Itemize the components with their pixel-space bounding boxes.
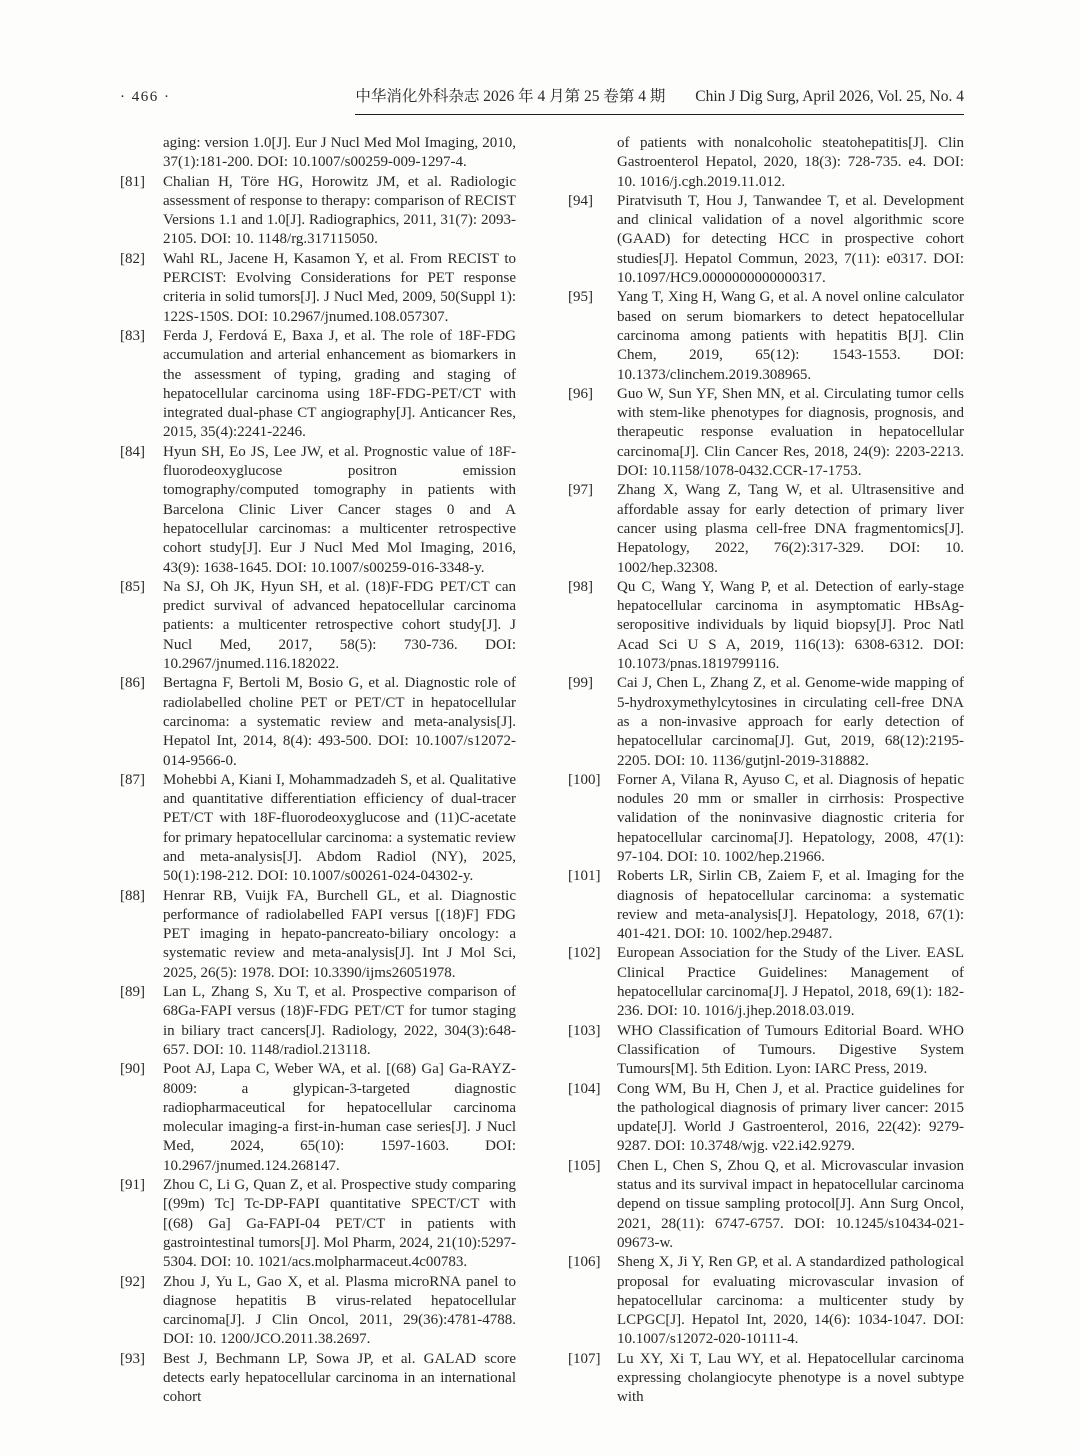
reference-number: [102] (568, 945, 601, 962)
references-right-column (568, 134, 964, 1408)
reference-number: [91] (120, 1177, 145, 1194)
reference-item (120, 443, 516, 578)
reference-number: [93] (120, 1350, 145, 1367)
reference-item (568, 134, 964, 192)
reference-text: Ferda J, Ferdová E, Baxa J, et al. The role of 18F-FDG accumulation and arterial enhancement as biomarkers in the assessment of typing, grading and staging of hepatocellular carcinoma using 18F-FDG-PET/CT with integrated dual-phase CT angiography[J]. Anticancer Res, 2015, 35(4):2241-2246. (163, 327, 516, 441)
reference-item (120, 887, 516, 983)
reference-item (568, 192, 964, 288)
reference-number: [84] (120, 443, 145, 460)
reference-text: Lu XY, Xi T, Lau WY, et al. Hepatocellular carcinoma expressing cholangiocyte phenotype is a novel subtype with (617, 1350, 964, 1406)
reference-number: [104] (568, 1080, 601, 1097)
reference-number: [83] (120, 327, 145, 344)
reference-item (568, 1350, 964, 1408)
reference-text: Cai J, Chen L, Zhang Z, et al. Genome-wide mapping of 5-hydroxymethylcytosines in circulating cell-free DNA as a non-invasive approach for early detection of hepatocellular carcinoma[J]. Gut, 2019, 68(12):2195-2205. DOI: 10. 1136/gutjnl-2019-318882. (617, 675, 964, 769)
page-number: · 466 · (120, 89, 171, 105)
reference-item (568, 481, 964, 577)
reference-number: [90] (120, 1061, 145, 1078)
reference-item (120, 1350, 516, 1408)
reference-number: [82] (120, 250, 145, 267)
reference-text: Poot AJ, Lapa C, Weber WA, et al. [(68) Ga] Ga-RAYZ-8009: a glypican-3-targeted diagnostic radiopharmaceutical for hepatocellular carcinoma molecular imaging-a first-in-human case series[J]. J Nucl Med, 2024, 65(10): 1597-1603. DOI: 10.2967/jnumed.124.268147. (163, 1061, 516, 1174)
reference-number: [107] (568, 1350, 601, 1367)
reference-item (120, 327, 516, 443)
reference-number: [89] (120, 984, 145, 1001)
reference-text: European Association for the Study of the Liver. EASL Clinical Practice Guidelines: Management of hepatocellular carcinoma[J]. J Hepatol, 2018, 69(1): 182-236. DOI: 10. 1016/j.jhep.2018.03.019. (617, 945, 964, 1020)
reference-number: [85] (120, 578, 145, 595)
reference-number: [100] (568, 771, 601, 788)
reference-item (568, 867, 964, 944)
reference-item (568, 944, 964, 1021)
reference-text: Best J, Bechmann LP, Sowa JP, et al. GALAD score detects early hepatocellular carcinoma in an international cohort (163, 1350, 516, 1406)
reference-item (120, 1176, 516, 1272)
reference-number: [86] (120, 675, 145, 692)
reference-item (120, 1060, 516, 1176)
reference-item (568, 1157, 964, 1253)
reference-text: aging: version 1.0[J]. Eur J Nucl Med Mol Imaging, 2010, 37(1):181-200. DOI: 10.1007/s00259-009-1297-4. (163, 135, 516, 171)
reference-item (568, 674, 964, 770)
reference-text: Guo W, Sun YF, Shen MN, et al. Circulating tumor cells with stem-like phenotypes for diagnosis, prognosis, and therapeutic response evaluation in hepatocellular carcinoma[J]. Clin Cancer Res, 2018, 24(9): 2203-2213. DOI: 10.1158/1078-0432.CCR-17-1753. (617, 385, 964, 480)
reference-text: Roberts LR, Sirlin CB, Zaiem F, et al. Imaging for the diagnosis of hepatocellular carcinoma: a systematic review and meta-analysis[J]. Hepatology, 2018, 67(1): 401-421. DOI: 10. 1002/hep.29487. (617, 868, 964, 943)
reference-number: [103] (568, 1022, 601, 1039)
reference-text: of patients with nonalcoholic steatohepatitis[J]. Clin Gastroenterol Hepatol, 2020, 18(3): 728-735. e4. DOI: 10. 1016/j.cgh.2019.11.012. (617, 135, 964, 190)
reference-text: Cong WM, Bu H, Chen J, et al. Practice guidelines for the pathological diagnosis of primary liver cancer: 2015 update[J]. World J Gastroenterol, 2016, 22(42): 9279-9287. DOI: 10.3748/wjg. v22.i42.9279. (617, 1080, 964, 1155)
reference-number: [95] (568, 289, 593, 306)
journal-title-english: Chin J Dig Surg, April 2026, Vol. 25, No. 4 (695, 88, 964, 105)
reference-number: [98] (568, 578, 593, 595)
reference-number: [92] (120, 1273, 145, 1290)
reference-number: [96] (568, 385, 593, 402)
reference-item (120, 983, 516, 1060)
reference-text: Forner A, Vilana R, Ayuso C, et al. Diagnosis of hepatic nodules 20 mm or smaller in cirrhosis: Prospective validation of the noninvasive diagnostic criteria for hepatocellular carcinoma[J]. Hepatology, 2008, 47(1): 97-104. DOI: 10. 1002/hep.21966. (617, 771, 964, 865)
page-header (120, 84, 964, 115)
journal-title-chinese: 中华消化外科杂志 2026 年 4 月第 25 卷第 4 期 (355, 88, 666, 105)
reference-item (120, 674, 516, 770)
reference-text: WHO Classification of Tumours Editorial Board. WHO Classification of Tumours. Digestive System Tumours[M]. 5th Edition. Lyon: IARC Press, 2019. (617, 1022, 964, 1078)
reference-text: Hyun SH, Eo JS, Lee JW, et al. Prognostic value of 18F-fluorodeoxyglucose positron emission tomography/computed tomography in patients with Barcelona Clinic Liver Cancer stages 0 and A hepatocellular carcinomas: a multicenter retrospective cohort study[J]. Eur J Nucl Med Mol Imaging, 2016, 43(9): 1638-1645. DOI: 10.1007/s00259-016-3348-y. (163, 443, 516, 576)
reference-number: [105] (568, 1157, 601, 1174)
reference-item (120, 173, 516, 250)
journal-title (355, 84, 964, 115)
reference-item (120, 1273, 516, 1350)
reference-item (568, 288, 964, 384)
references-left-column (120, 134, 516, 1408)
reference-number: [97] (568, 482, 593, 499)
reference-text: Sheng X, Ji Y, Ren GP, et al. A standardized pathological proposal for evaluating microvascular invasion of hepatocellular carcinoma: a multicenter study by LCPGC[J]. Hepatol Int, 2020, 14(6): 1034-1047. DOI: 10.1007/s12072-020-10111-4. (617, 1254, 964, 1348)
reference-text: Chen L, Chen S, Zhou Q, et al. Microvascular invasion status and its survival impact in hepatocellular carcinoma depend on tissue sampling protocol[J]. Ann Surg Oncol, 2021, 28(11): 6747-6757. DOI: 10.1245/s10434-021-09673-w. (617, 1157, 964, 1251)
reference-text: Piratvisuth T, Hou J, Tanwandee T, et al. Development and clinical validation of a novel algorithmic score (GAAD) for detecting HCC in prospective cohort studies[J]. Hepatol Commun, 2023, 7(11): e0317. DOI: 10.1097/HC9.0000000000000317. (617, 192, 964, 287)
reference-item (120, 771, 516, 887)
reference-text: Yang T, Xing H, Wang G, et al. A novel online calculator based on serum biomarkers to detect hepatocellular carcinoma among patients with hepatitis B[J]. Clin Chem, 2019, 65(12): 1543-1553. DOI: 10.1373/clinchem.2019.308965. (617, 289, 964, 383)
reference-number: [99] (568, 675, 593, 692)
reference-text: Henrar RB, Vuijk FA, Burchell GL, et al. Diagnostic performance of radiolabelled FAPI versus [(18)F] FDG PET imaging in hepato-pancreato-biliary oncology: a systematic review and meta-analysis[J]. Int J Mol Sci, 2025, 26(5): 1978. DOI: 10.3390/ijms26051978. (163, 887, 516, 981)
reference-number: [87] (120, 771, 145, 788)
reference-text: Mohebbi A, Kiani I, Mohammadzadeh S, et al. Qualitative and quantitative differentiation efficiency of dual-tracer PET/CT with 18F-fluorodeoxyglucose and (11)C-acetate for primary hepatocellular carcinoma: a systematic review and meta-analysis[J]. Abdom Radiol (NY), 2025, 50(1):198-212. DOI: 10.1007/s00261-024-04302-y. (163, 771, 516, 885)
reference-item (568, 1253, 964, 1349)
reference-item (568, 1022, 964, 1080)
reference-text: Zhang X, Wang Z, Tang W, et al. Ultrasensitive and affordable assay for early detection of primary liver cancer using plasma cell-free DNA fragmentomics[J]. Hepatology, 2022, 76(2):317-329. DOI: 10. 1002/hep.32308. (617, 482, 964, 576)
reference-item (568, 771, 964, 867)
reference-item (120, 578, 516, 674)
reference-item (568, 578, 964, 674)
reference-item (120, 134, 516, 173)
reference-number: [94] (568, 192, 593, 209)
reference-number: [81] (120, 173, 145, 190)
reference-item (568, 1080, 964, 1157)
reference-text: Zhou C, Li G, Quan Z, et al. Prospective study comparing [(99m) Tc] Tc-DP-FAPI quantitative SPECT/CT with [(68) Ga] Ga-FAPI-04 PET/CT in patients with gastrointestinal tumors[J]. Mol Pharm, 2024, 21(10):5297-5304. DOI: 10. 1021/acs.molpharmaceut.4c00783. (163, 1177, 516, 1271)
reference-text: Qu C, Wang Y, Wang P, et al. Detection of early-stage hepatocellular carcinoma in asymptomatic HBsAg-seropositive individuals by liquid biopsy[J]. Proc Natl Acad Sci U S A, 2019, 116(13): 6308-6312. DOI: 10.1073/pnas.1819799116. (617, 578, 964, 673)
reference-text: Bertagna F, Bertoli M, Bosio G, et al. Diagnostic role of radiolabelled choline PET or PET/CT in hepatocellular carcinoma: a systematic review and meta-analysis[J]. Hepatol Int, 2014, 8(4): 493-500. DOI: 10.1007/s12072-014-9566-0. (163, 675, 516, 769)
reference-number: [101] (568, 868, 601, 885)
reference-number: [88] (120, 887, 145, 904)
reference-item (120, 250, 516, 327)
reference-text: Chalian H, Töre HG, Horowitz JM, et al. Radiologic assessment of response to therapy: comparison of RECIST Versions 1.1 and 1.0[J]. Radiographics, 2011, 31(7): 2093-2105. DOI: 10. 1148/rg.317115050. (163, 173, 516, 248)
reference-text: Wahl RL, Jacene H, Kasamon Y, et al. From RECIST to PERCIST: Evolving Considerations for PET response criteria in solid tumors[J]. J Nucl Med, 2009, 50(Suppl 1): 122S-150S. DOI: 10.2967/jnumed.108.057307. (163, 250, 516, 325)
reference-number (120, 134, 163, 173)
reference-text: Zhou J, Yu L, Gao X, et al. Plasma microRNA panel to diagnose hepatitis B virus-related hepatocellular carcinoma[J]. J Clin Oncol, 2011, 29(36):4781-4788. DOI: 10. 1200/JCO.2011.38.2697. (163, 1273, 516, 1348)
reference-text: Na SJ, Oh JK, Hyun SH, et al. (18)F-FDG PET/CT can predict survival of advanced hepatocellular carcinoma patients: a multicenter retrospective cohort study[J]. J Nucl Med, 2017, 58(5): 730-736. DOI: 10.2967/jnumed.116.182022. (163, 578, 516, 673)
reference-text: Lan L, Zhang S, Xu T, et al. Prospective comparison of 68Ga-FAPI versus (18)F-FDG PET/CT for tumor staging in biliary tract cancers[J]. Radiology, 2022, 304(3):648-657. DOI: 10. 1148/radiol.213118. (163, 984, 516, 1058)
reference-item (568, 385, 964, 481)
reference-number (568, 134, 617, 192)
reference-number: [106] (568, 1254, 601, 1271)
